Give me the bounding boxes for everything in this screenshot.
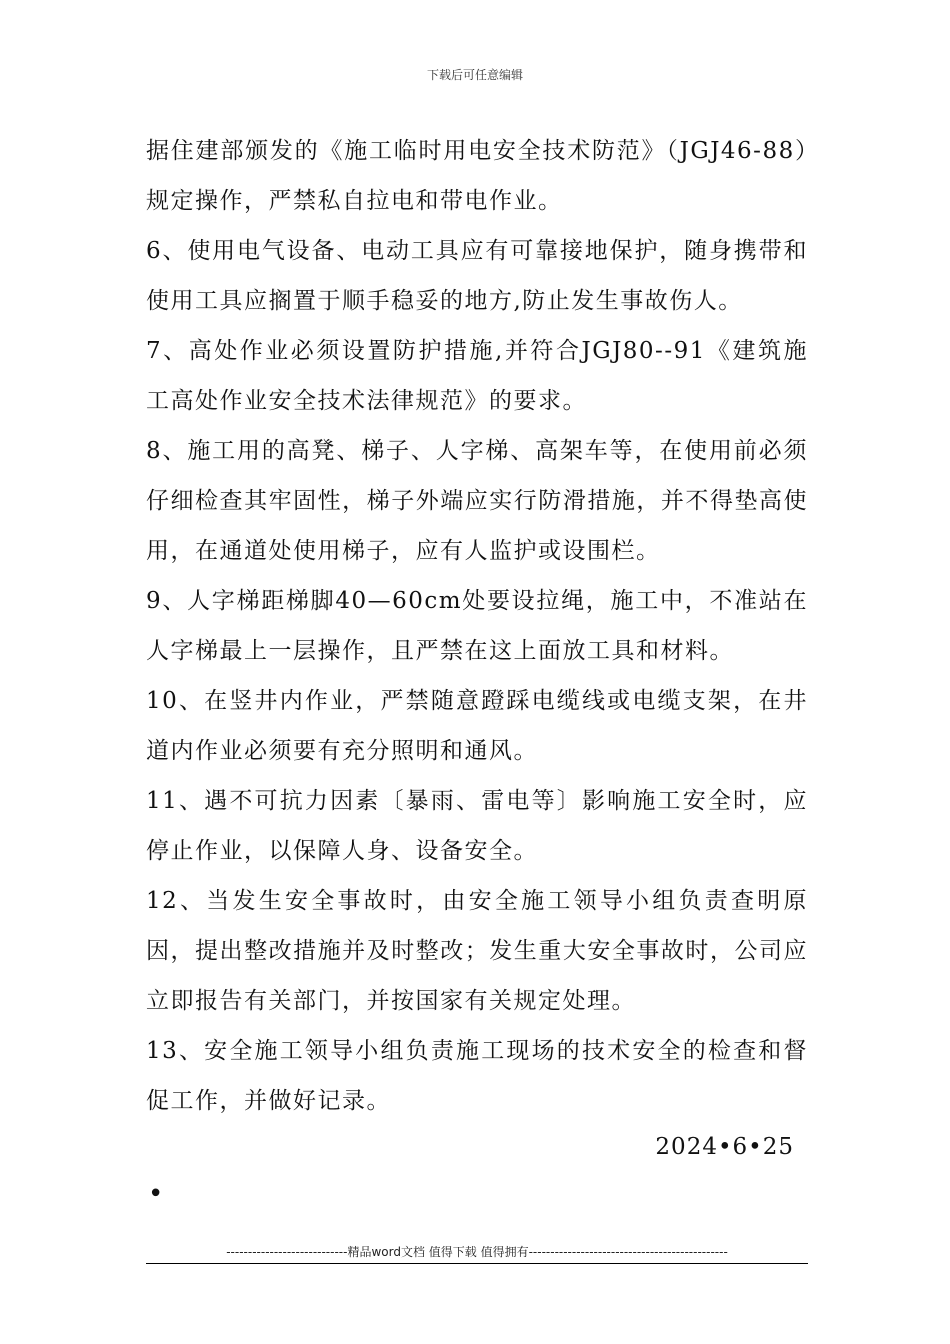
paragraph-electrical-spec: 据住建部颁发的《施工临时用电安全技术防范》（JGJ46-88）规定操作，严禁私自拉电和带电作业。 [146, 138, 808, 214]
paragraph-item-11: 11、遇不可抗力因素〔暴雨、雷电等〕影响施工安全时，应停止作业，以保障人身、设备安全。 [146, 788, 808, 864]
paragraph-item-13: 13、安全施工领导小组负责施工现场的技术安全的检查和督促工作，并做好记录。 [146, 1038, 808, 1114]
paragraph-item-12: 12、当发生安全事故时，由安全施工领导小组负责查明原因，提出整改措施并及时整改；发生重大安全事故时，公司应立即报告有关部门，并按国家有关规定处理。 [146, 888, 808, 1014]
document-body [146, 126, 808, 1126]
footer-divider [146, 1263, 808, 1264]
paragraph-item-7: 7、高处作业必须设置防护措施,并符合JGJ80--91《建筑施工高处作业安全技术法律规范》的要求。 [146, 338, 808, 414]
paragraph-item-6: 6、使用电气设备、电动工具应有可靠接地保护，随身携带和使用工具应搁置于顺手稳妥的地方,防止发生事故伤人。 [146, 238, 808, 314]
paragraph-item-8: 8、施工用的高凳、梯子、人字梯、高架车等，在使用前必须仔细检查其牢固性，梯子外端应实行防滑措施，并不得垫高使用，在通道处使用梯子，应有人监护或设围栏。 [146, 438, 808, 564]
footer-text: ----------------------------精品word文档 值得下载 值得拥有---------------------------------------------- [226, 1245, 728, 1259]
page-footer [146, 1243, 808, 1264]
paragraph-item-10: 10、在竖井内作业，严禁随意蹬踩电缆线或电缆支架，在井道内作业必须要有充分照明和通风。 [146, 688, 808, 764]
bullet-point: • [148, 1179, 164, 1209]
document-date: 2024•6•25 [655, 1134, 794, 1160]
paragraph-item-9: 9、人字梯距梯脚40—60cm处要设拉绳，施工中，不准站在人字梯最上一层操作，且严禁在这上面放工具和材料。 [146, 588, 808, 664]
page-header: 下载后可任意编辑 [426, 68, 523, 82]
